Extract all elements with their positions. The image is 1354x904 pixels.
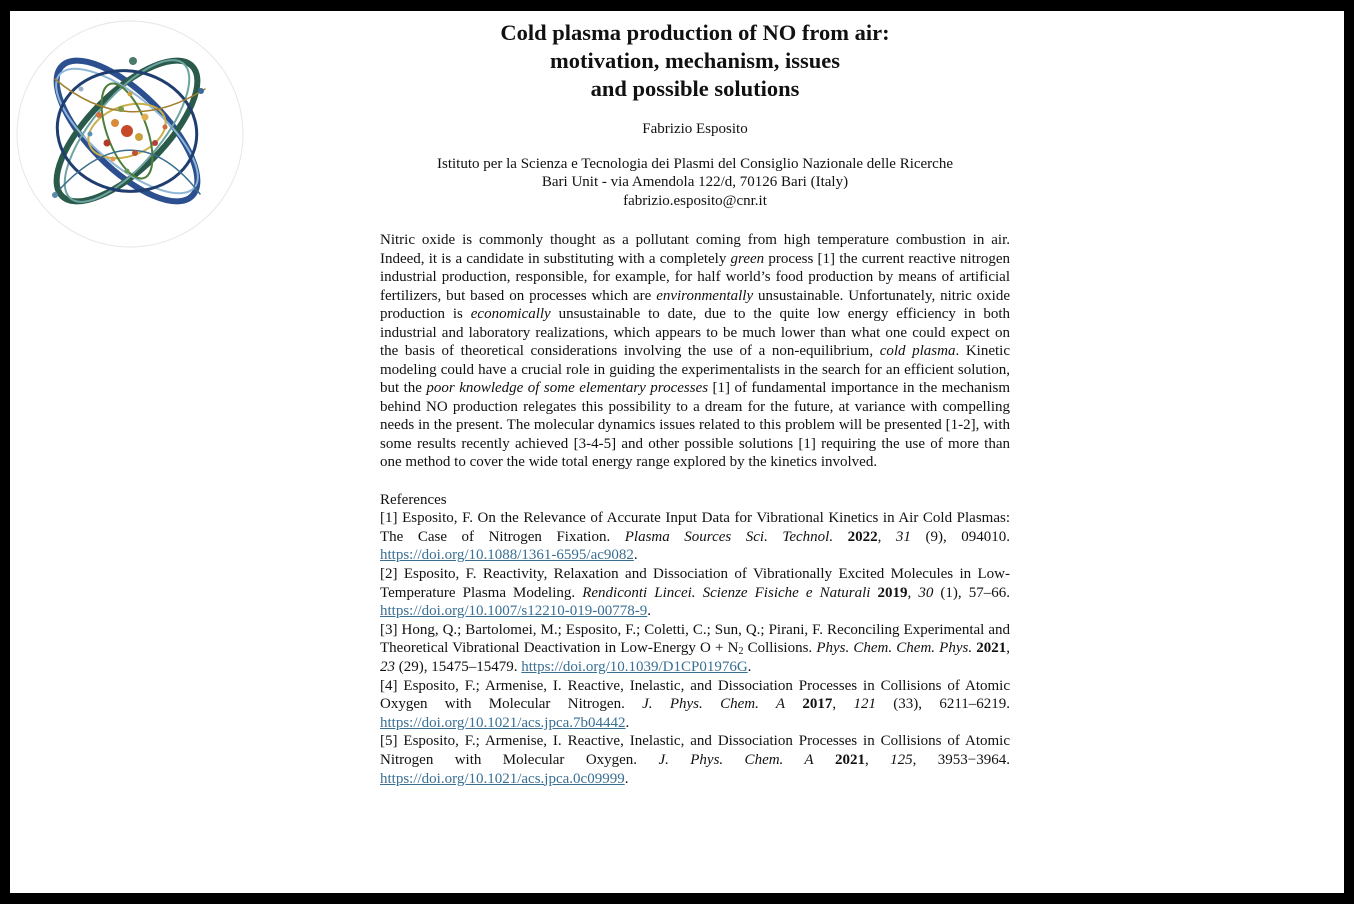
affiliation <box>380 155 1010 210</box>
author-name: Fabrizio Esposito <box>642 121 748 137</box>
abstract-emphasis: poor knowledge of some elementary processes <box>426 380 709 397</box>
atom-logo-icon <box>15 19 245 249</box>
doi-link[interactable]: https://doi.org/10.1021/acs.jpca.0c09999 <box>380 770 625 787</box>
title-line: and possible solutions <box>590 76 800 101</box>
reference-journal: Phys. Chem. Chem. Phys. <box>816 640 973 657</box>
reference-volume: 31 <box>895 528 911 545</box>
reference-journal: Rendiconti Lincei. Scienze Fisiche e Naturali <box>582 584 871 601</box>
abstract-text: [1] of fundamental importance in the mechanism behind NO production relegates this possibility to a dream for the future, at variance with compelling needs in the present. The molecular dynamics issues related to this problem will be presented [1-2], with some results recently achieved [3-4-5] and other possible solutions [1] requiring the use of more than one method to cover the wide total energy range explored by the kinetics involved. <box>380 380 1010 471</box>
reference-pages: (33), 6211–6219. <box>875 696 1011 713</box>
reference-volume: 125 <box>890 751 913 768</box>
doi-link[interactable]: https://doi.org/10.1088/1361-6595/ac9082 <box>380 547 634 564</box>
doi-link[interactable]: https://doi.org/10.1021/acs.jpca.7b04442 <box>380 714 626 731</box>
reference-year: 2021 <box>976 640 1007 657</box>
abstract-text: unsustainable. Unfortunately, nitric oxide production is <box>380 287 1010 323</box>
doi-link[interactable]: https://doi.org/10.1007/s12210-019-00778-9 <box>380 603 648 620</box>
reference-text: Collisions. <box>743 640 817 657</box>
reference-volume: 30 <box>918 584 934 601</box>
reference-pages: (9), 094010. <box>910 528 1010 545</box>
reference-pages: (1), 57–66. <box>933 584 1011 601</box>
reference-end: . <box>633 547 638 564</box>
reference-year: 2022 <box>847 528 878 545</box>
reference-year: 2019 <box>877 584 908 601</box>
abstract-emphasis: green <box>730 250 765 267</box>
affiliation-email: fabrizio.esposito@cnr.it <box>623 192 767 209</box>
reference-text: [4] Esposito, F.; Armenise, I. Reactive, Inelastic, and Dissociation Processes in Collisions of Atomic Oxygen with Molecular Nitrogen. <box>380 677 1010 713</box>
abstract-text: . Kinetic modeling could have a crucial role in guiding the experimentalists in the search for an efficient solution, but the <box>380 343 1010 397</box>
abstract-emphasis: cold plasma <box>879 343 956 360</box>
reference-journal: Plasma Sources Sci. Technol. <box>624 528 834 545</box>
reference-volume: 121 <box>853 696 876 713</box>
title-line: motivation, mechanism, issues <box>549 48 840 73</box>
reference-end: . <box>647 603 651 620</box>
reference-text: [5] Esposito, F.; Armenise, I. Reactive, Inelastic, and Dissociation Processes in Collisions of Atomic Nitrogen with Molecular Oxygen. <box>380 733 1010 768</box>
references-list <box>380 509 1010 788</box>
abstract-emphasis: environmentally <box>656 287 754 304</box>
abstract-text: process [1] the current reactive nitrogen industrial production, responsible, for example, for half world’s food production by means of artificial fertilizers, but based on processes which are <box>380 250 1010 304</box>
reference-text: [3] Hong, Q.; Bartolomei, M.; Esposito, F.; Coletti, C.; Sun, Q.; Pirani, F. Reconciling Experimental and Theoretical Vibrational Deactivation in Low-Energy O + N <box>380 621 1010 657</box>
reference-text: [2] Esposito, F. Reactivity, Relaxation and Dissociation of Vibrationally Excited Molecules in Low-Temperature Plasma Modeling. <box>380 566 1010 601</box>
doi-link[interactable]: https://doi.org/10.1039/D1CP01976G <box>521 658 748 675</box>
title-line: Cold plasma production of NO from air: <box>500 20 890 45</box>
affiliation-address: Bari Unit - via Amendola 122/d, 70126 Bari (Italy) <box>541 174 849 191</box>
reference-year: 2021 <box>835 751 865 768</box>
reference-pages: (29), 15475–15479. <box>395 658 522 675</box>
reference-end: . <box>624 770 629 787</box>
reference-end: . <box>747 658 752 675</box>
reference-item: [2] Esposito, F. Reactivity, Relaxation and Dissociation of Vibrationally Excited Molecules in Low-Temperature Plasma Modeling. Rendiconti Lincei. Scienze Fisiche e Naturali 2019, 30 (1), 57–66. https://doi.org/10.1007/s12210-019-00778-9. <box>380 566 1011 620</box>
affiliation-institute: Istituto per la Scienza e Tecnologia dei Plasmi del Consiglio Nazionale delle Ricerche <box>436 156 953 172</box>
reference-item: [4] Esposito, F.; Armenise, I. Reactive, Inelastic, and Dissociation Processes in Collisions of Atomic Oxygen with Molecular Nitrogen. J. Phys. Chem. A 2017, 121 (33), 6211–6219. https://doi.org/10.1021/acs.jpca.7b04442. <box>380 677 1011 731</box>
abstract-emphasis: economically <box>470 306 551 323</box>
reference-subscript: 2 <box>738 646 744 658</box>
reference-item: [1] Esposito, F. On the Relevance of Accurate Input Data for Vibrational Kinetics in Air Cold Plasmas: The Case of Nitrogen Fixation. Plasma Sources Sci. Technol. 2022, 31 (9), 094010. https://doi.org/10.1088/1361-6595/ac9082. <box>380 510 1010 564</box>
reference-item: [5] Esposito, F.; Armenise, I. Reactive, Inelastic, and Dissociation Processes in Collisions of Atomic Nitrogen with Molecular Oxygen. J. Phys. Chem. A 2021, 125, 3953−3964. https://doi.org/10.1021/acs.jpca.0c09999. <box>380 733 1011 787</box>
reference-pages: , 3953−3964. <box>912 751 1011 768</box>
reference-year: 2017 <box>802 696 833 713</box>
reference-text: [1] Esposito, F. On the Relevance of Accurate Input Data for Vibrational Kinetics in Air Cold Plasmas: The Case of Nitrogen Fixation. <box>380 510 1010 545</box>
abstract <box>380 231 1010 472</box>
abstract-text: unsustainable to date, due to the quite low energy efficiency in both industrial and laboratory realizations, which appears to be much lower than what one could expect on the basis of theoretical considerations involving the use of a non-equilibrium, <box>380 306 1010 360</box>
paper-content <box>380 19 1010 788</box>
reference-journal: J. Phys. Chem. A <box>658 751 814 768</box>
abstract-text: Nitric oxide is commonly thought as a pollutant coming from high temperature combustion in air. Indeed, it is a candidate in substituting with a completely <box>380 232 1010 267</box>
reference-item: [3] Hong, Q.; Bartolomei, M.; Esposito, F.; Coletti, C.; Sun, Q.; Pirani, F. Reconciling Experimental and Theoretical Vibrational Deactivation in Low-Energy $O + N_2$ Collisions. Phys. Chem. Chem. Phys. 2021, 23 (29), 15475–15479. https://doi.org/10.1039/D1CP01976G. <box>380 621 1010 675</box>
paper-title <box>380 19 1010 103</box>
reference-volume: 23 <box>380 658 395 675</box>
document-page <box>10 11 1344 893</box>
reference-journal: J. Phys. Chem. A <box>642 696 786 713</box>
reference-end: . <box>625 714 630 731</box>
references-heading: References <box>380 491 447 508</box>
